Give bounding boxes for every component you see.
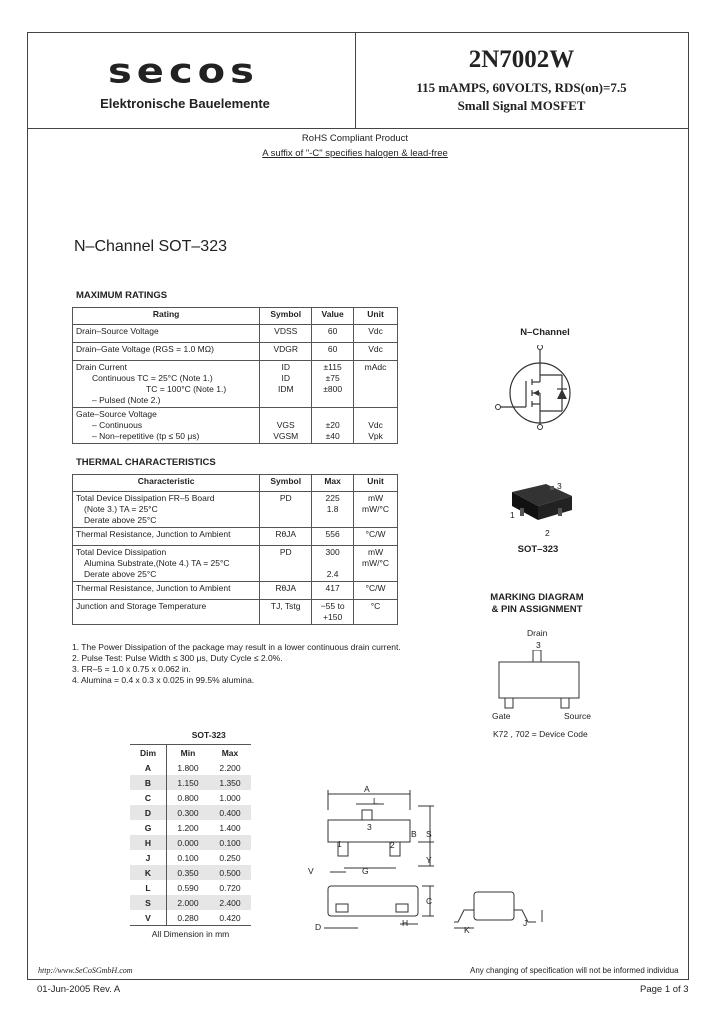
table-row: Gate–Source Voltage – Continuous – Non–repetitive (tp ≤ 50 μs) VGS VGSM ±20 ±40 Vdc Vpk xyxy=(73,408,398,444)
device-code-note: K72 , 702 = Device Code xyxy=(493,729,588,739)
table-row: G 1.200 1.400 xyxy=(130,820,251,835)
marking-pin3: 3 xyxy=(536,640,541,650)
marking-drawing xyxy=(495,650,585,710)
note-item: 3. FR–5 = 1.0 x 0.75 x 0.062 in. xyxy=(72,664,191,674)
n-channel-label: N–Channel xyxy=(520,327,570,338)
footer-url[interactable]: http://www.SeCoSGmbH.com xyxy=(38,966,133,975)
notes-list xyxy=(72,642,402,686)
dimensions-package: SOT-323 xyxy=(191,730,226,740)
part-number: 2N7002W xyxy=(468,46,575,73)
table-header-row: Characteristic Symbol Max Unit xyxy=(73,475,398,492)
pin-assignment-heading: & PIN ASSIGNMENT xyxy=(491,604,583,615)
dim-label-j: J xyxy=(523,918,528,928)
table-row: S 2.000 2.400 xyxy=(130,895,251,910)
package-drawing xyxy=(500,478,580,538)
outline-side-view xyxy=(310,882,440,932)
table-row: A 1.800 2.200 xyxy=(130,760,251,775)
marking-heading: MARKING DIAGRAM xyxy=(490,592,584,603)
outline-pin1: 1 xyxy=(337,839,342,849)
note-item: 1. The Power Dissipation of the package may result in a lower continuous drain current. xyxy=(72,642,401,652)
revision-date: 01-Jun-2005 Rev. A xyxy=(37,984,121,995)
table-row: C 0.800 1.000 xyxy=(130,790,251,805)
table-row: B 1.150 1.350 xyxy=(130,775,251,790)
table-row: Drain–Gate Voltage (RGS = 1.0 MΩ) VDGR 60 Vdc xyxy=(73,343,398,361)
table-row: J 0.100 0.250 xyxy=(130,850,251,865)
outline-pin3: 3 xyxy=(367,822,372,832)
device-type: Small Signal MOSFET xyxy=(457,98,586,113)
outline-top-view xyxy=(300,780,445,880)
dim-label-v: V xyxy=(308,866,314,876)
package-label: SOT–323 xyxy=(517,544,559,555)
table-row: Total Device Dissipation Alumina Substrate,(Note 4.) TA = 25°C Derate above 25°C PD 300 2.4 mW mW/°C xyxy=(73,546,398,582)
note-item: 2. Pulse Test: Pulse Width ≤ 300 μs, Duty Cycle ≤ 2.0%. xyxy=(72,653,283,663)
header-rule xyxy=(27,128,688,129)
table-row: Drain–Source Voltage VDSS 60 Vdc xyxy=(73,325,398,343)
footer-disclaimer: Any changing of specification will not be informed individua xyxy=(470,966,679,975)
table-row: H 0.000 0.100 xyxy=(130,835,251,850)
table-row: L 0.590 0.720 xyxy=(130,880,251,895)
rohs-statement: RoHS Compliant Product xyxy=(301,133,409,144)
max-ratings-heading: MAXIMUM RATINGS xyxy=(76,290,168,301)
pin2-label: 2 xyxy=(545,528,550,538)
table-row: Thermal Resistance, Junction to Ambient RθJA 417 °C/W xyxy=(73,582,398,600)
table-row: Drain Current Continuous TC = 25°C (Note 1.) TC = 100°C (Note 1.) – Pulsed (Note 2.) ID ID IDM ±115 ±75 ±800 mAdc xyxy=(73,361,398,408)
thermal-heading: THERMAL CHARACTERISTICS xyxy=(76,457,216,468)
mosfet-symbol xyxy=(490,345,590,430)
note-item: 4. Alumina = 0.4 x 0.3 x 0.025 in 99.5% alumina. xyxy=(72,675,255,685)
dim-label-k: K xyxy=(464,925,470,935)
table-header-row: Rating Symbol Value Unit xyxy=(73,308,398,325)
company-logo: secos xyxy=(108,52,259,92)
halogen-free-note: A suffix of "-C" specifies halogen & lead-free xyxy=(262,148,448,159)
source-label: Source xyxy=(564,711,591,721)
page-number: Page 1 of 3 xyxy=(640,984,689,995)
dim-label-g: G xyxy=(362,866,369,876)
page-title: N–Channel SOT–323 xyxy=(74,238,227,255)
table-row: Thermal Resistance, Junction to Ambient RθJA 556 °C/W xyxy=(73,528,398,546)
dim-label-b: B xyxy=(411,829,417,839)
table-header-row: Dim Min Max xyxy=(130,745,251,761)
table-row: V 0.280 0.420 xyxy=(130,910,251,926)
thermal-table xyxy=(72,474,398,625)
pin3-label: 3 xyxy=(557,481,562,491)
dim-label-h: H xyxy=(402,918,409,928)
drain-label: Drain xyxy=(527,628,548,638)
logo-subtitle: Elektronische Bauelemente xyxy=(100,96,270,111)
gate-label: Gate xyxy=(492,711,511,721)
pin1-label: 1 xyxy=(510,510,515,520)
dim-label-a: A xyxy=(364,784,370,794)
dim-label-s: S xyxy=(426,829,432,839)
dim-label-d: D xyxy=(315,922,322,932)
table-row: Junction and Storage Temperature TJ, Tstg −55 to +150 °C xyxy=(73,600,398,625)
table-row: Total Device Dissipation FR–5 Board (Note 3.) TA = 25°C Derate above 25°C PD 225 1.8 mW mW/°C xyxy=(73,492,398,528)
dim-label-y: Y xyxy=(426,855,432,865)
dimensions-footer: All Dimension in mm xyxy=(130,926,251,942)
table-row: D 0.300 0.400 xyxy=(130,805,251,820)
max-ratings-table xyxy=(72,307,398,444)
spec-summary: 115 mAMPS, 60VOLTS, RDS(on)=7.5 xyxy=(416,80,627,95)
dimensions-table xyxy=(130,726,251,941)
dim-label-c: C xyxy=(426,896,433,906)
outline-pin2: 2 xyxy=(390,840,395,850)
table-row: K 0.350 0.500 xyxy=(130,865,251,880)
dim-label-l: L xyxy=(373,796,378,806)
